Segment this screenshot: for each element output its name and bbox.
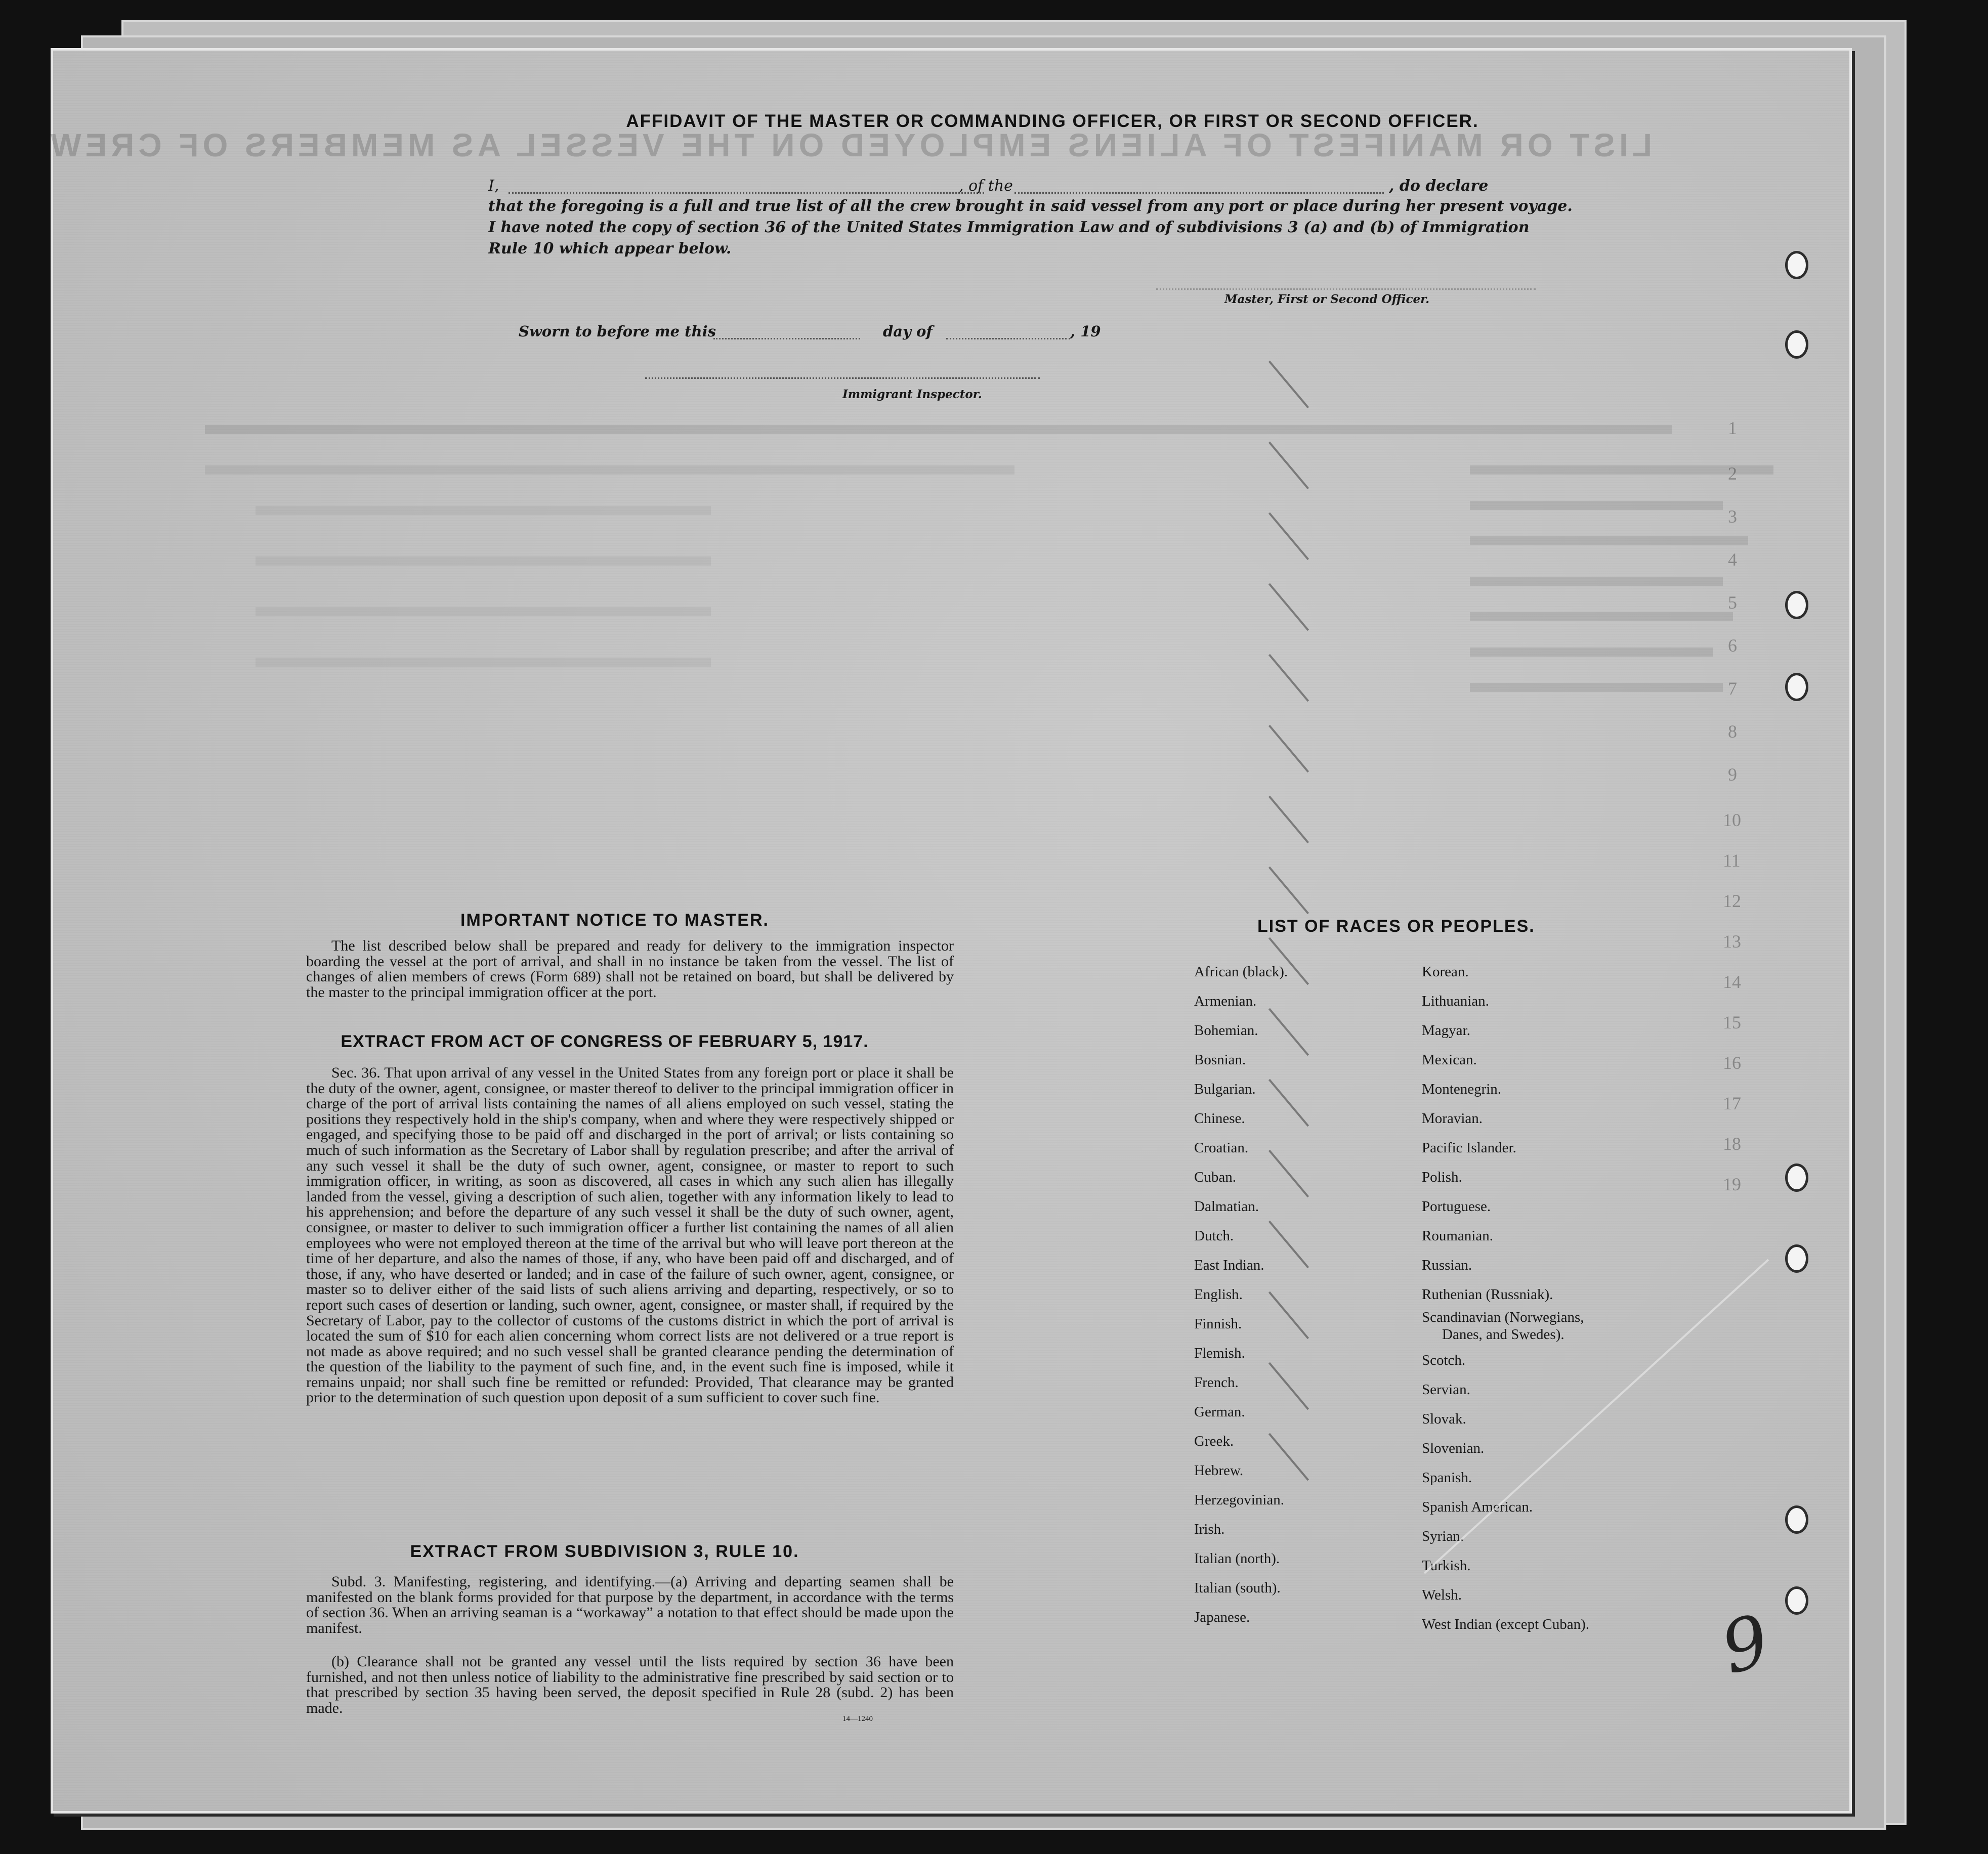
ghost-row-number: 16 [1723, 1053, 1741, 1073]
race-item: Italian (north). [1194, 1550, 1280, 1567]
notice-title: IMPORTANT NOTICE TO MASTER. [460, 911, 769, 930]
ghost-row-line [1470, 501, 1723, 510]
ghost-row-number: 6 [1728, 635, 1737, 656]
ghost-row-number: 10 [1723, 810, 1741, 830]
binder-hole [1785, 1586, 1808, 1615]
ghost-row-number: 12 [1723, 891, 1741, 911]
binder-hole [1785, 251, 1808, 279]
sworn-month-line [946, 338, 1070, 339]
race-item: Polish. [1422, 1169, 1462, 1185]
affidavit-declarant-I: I, [488, 177, 499, 195]
binder-hole [1785, 1505, 1808, 1534]
binder-hole [1785, 1163, 1808, 1192]
inspector-signature-label: Immigrant Inspector. [842, 387, 982, 401]
ghost-row-number: 9 [1728, 764, 1737, 785]
sworn-day-line [713, 338, 860, 339]
ghost-row-number: 14 [1723, 972, 1741, 992]
race-item: Montenegrin. [1422, 1081, 1502, 1097]
race-item: Flemish. [1194, 1345, 1245, 1361]
sworn-year-label: , 19 [1070, 323, 1101, 340]
binder-hole [1785, 1244, 1808, 1273]
ghost-row-number: 4 [1728, 549, 1737, 570]
race-item: East Indian. [1194, 1257, 1264, 1273]
race-item: Herzegovinian. [1194, 1492, 1284, 1508]
inspector-signature-line [645, 377, 1040, 379]
race-item: Dutch. [1194, 1228, 1234, 1244]
affidavit-title: AFFIDAVIT OF THE MASTER OR COMMANDING OFFICER, OR FIRST OR SECOND OFFICER. [626, 111, 1479, 131]
race-item: Mexican. [1422, 1052, 1477, 1068]
master-signature-line [1156, 288, 1536, 290]
ghost-row-line [1470, 577, 1723, 586]
pencil-slash-mark [1268, 583, 1309, 631]
race-item: Armenian. [1194, 993, 1257, 1009]
ghost-row-line [256, 556, 711, 566]
sworn-statement-label: Sworn to before me this [519, 323, 716, 340]
pencil-slash-mark [1268, 1291, 1309, 1339]
manifest-page [47, 48, 1852, 1814]
race-item: Korean. [1422, 964, 1469, 980]
race-item: Slovenian. [1422, 1440, 1485, 1456]
race-item: Welsh. [1422, 1587, 1462, 1603]
act-extract-title: EXTRACT FROM ACT OF CONGRESS OF FEBRUARY 5, 1917. [341, 1032, 869, 1051]
race-item: Lithuanian. [1422, 993, 1489, 1009]
pencil-slash-mark [1268, 654, 1309, 702]
form-number: 14—1240 [842, 1715, 873, 1723]
race-item: Scandinavian (Norwegians, [1422, 1309, 1584, 1325]
race-item: Danes, and Swedes). [1442, 1326, 1564, 1343]
ghost-row-line [1470, 536, 1748, 545]
race-item: Portuguese. [1422, 1198, 1491, 1215]
declarant-name-line [509, 192, 984, 194]
ghost-row-line [256, 607, 711, 616]
rule-extract-text-a: Subd. 3. Manifesting, registering, and identifying.—(a) Arriving and departing seamen shall be manifested on the blank forms provided for that purpose by the department, in accordance with the terms of section 36. When an arriving seaman is a “workaway” a notation to that effect should be made upon the manifest. [306, 1573, 954, 1636]
race-item: Italian (south). [1194, 1580, 1281, 1596]
race-item: Syrian. [1422, 1528, 1464, 1544]
race-item: English. [1194, 1286, 1243, 1303]
pencil-slash-mark [1268, 867, 1309, 914]
ghost-row-number: 17 [1723, 1093, 1741, 1113]
race-item: Irish. [1194, 1521, 1225, 1537]
ghost-row-number: 11 [1723, 850, 1741, 871]
race-item: West Indian (except Cuban). [1422, 1616, 1590, 1632]
affidavit-statement-line: that the foregoing is a full and true list of all the crew brought in said vessel from any port or place during her present voyage. [488, 197, 1573, 215]
ghost-row-number: 19 [1723, 1174, 1741, 1194]
ghost-row-number: 15 [1723, 1012, 1741, 1032]
race-item: Ruthenian (Russniak). [1422, 1286, 1553, 1303]
race-item: French. [1194, 1374, 1239, 1391]
ghost-row-number: 13 [1723, 931, 1741, 952]
race-item: Cuban. [1194, 1169, 1236, 1185]
ghost-row-number: 7 [1728, 678, 1737, 699]
master-signature-label: Master, First or Second Officer. [1224, 292, 1430, 306]
ghost-row-line [205, 465, 1014, 475]
rule-extract-text-b: (b) Clearance shall not be granted any vessel until the lists required by section 36 have been furnished, and not then unless notice of liability to the administrative fine prescribed by said section or to that prescribed by section 35 having been served, the deposit specified in Rule 28 (subd. 2) has been made. [306, 1653, 954, 1716]
affidavit-statement-line: Rule 10 which appear below. [488, 240, 732, 257]
pencil-slash-mark [1268, 1221, 1309, 1268]
race-item: Hebrew. [1194, 1462, 1244, 1479]
race-item: Dalmatian. [1194, 1198, 1259, 1215]
ghost-row-line [256, 506, 711, 515]
binder-hole [1785, 330, 1808, 359]
pencil-slash-mark [1268, 1433, 1309, 1481]
race-item: Moravian. [1422, 1110, 1483, 1127]
ghost-row-number: 2 [1728, 463, 1737, 484]
race-item: Japanese. [1194, 1609, 1250, 1625]
pencil-slash-mark [1268, 442, 1309, 489]
binder-hole [1785, 673, 1808, 701]
race-item: Roumanian. [1422, 1228, 1493, 1244]
ghost-manifest-title: LIST OR MANIFEST OF ALIENS EMPLOYED ON THE VESSEL AS MEMBERS OF CREW [47, 127, 1652, 163]
ghost-row-line [256, 658, 711, 667]
race-item: Bulgarian. [1194, 1081, 1256, 1097]
pencil-slash-mark [1268, 1150, 1309, 1197]
affidavit-statement-line: I have noted the copy of section 36 of the United States Immigration Law and of subdivisions 3 (a) and (b) of Immigration [488, 219, 1530, 236]
sworn-day-of-label: day of [883, 323, 933, 340]
ghost-row-number: 3 [1728, 506, 1737, 527]
notice-text: The list described below shall be prepared and ready for delivery to the immigration inspector boarding the vessel at the port of arrival, and shall in no instance be taken from the vessel. The list of changes of alien members of crews (Form 689) shall not be retained on board, but shall be delivered by the master to the principal immigration officer at the port. [306, 937, 954, 1001]
race-item: African (black). [1194, 964, 1288, 980]
ghost-row-line [1470, 612, 1733, 621]
race-item: Spanish American. [1422, 1499, 1533, 1515]
race-item: Servian. [1422, 1382, 1470, 1398]
act-extract-text: Sec. 36. That upon arrival of any vessel in the United States from any foreign port or place it shall be the duty of the owner, agent, consignee, or master thereof to deliver to the principal immigration officer in charge of the port of arrival lists containing the names of all aliens employed on such vessel, stating the positions they respectively hold in the ship's company, when and where they were respectively shipped or engaged, and specifying those to be paid off and discharged in the port of arrival; or lists containing so much of such information as the Secretary of Labor shall by regulation prescribe; and after the arrival of any such vessel it shall be the duty of such owner, agent, consignee, or master to report to such immigration officer, in writing, as soon as discovered, all cases in which any such alien has illegally landed from the vessel, giving a description of such alien, together with any information likely to lead to his apprehension; and before the departure of any such vessel it shall be the duty of such owner, agent, consignee, or master to deliver to such immigration officer a further list containing the names of all alien employees who were not employed thereon at the time of the arrival but who will leave port thereon at the time of her departure, and also the names of those, if any, who have been paid off and discharged, and of those, if any, who have deserted or landed; and in case of the failure of such owner, agent, consignee, or master so to deliver either of the said lists of such aliens arriving and departing, respectively, or so to report such cases of desertion or landing, such owner, agent, consignee, or master shall, if required by the Secretary of Labor, pay to the collector of customs of the customs district in which the port of arrival is located the sum of $10 for each alien concerning whom correct lists are not delivered or a true report is not made as above required; and no such vessel shall be granted clearance pending the determination of the question of the liability to the payment of such fine, and, in the event such fine is imposed, while it remains unpaid; nor shall such fine be remitted or refunded: Provided, That clearance may be granted prior to the determination of such question upon deposit of a sum sufficient to cover such fine. [306, 1064, 954, 1406]
race-item: Croatian. [1194, 1140, 1249, 1156]
pencil-slash-mark [1268, 1362, 1309, 1410]
race-item: Greek. [1194, 1433, 1234, 1449]
pencil-slash-mark [1268, 1008, 1309, 1056]
pencil-slash-mark [1268, 361, 1309, 408]
ghost-row-number: 1 [1728, 418, 1737, 438]
affidavit-do-declare: , do declare [1389, 177, 1489, 195]
ghost-row-number: 8 [1728, 721, 1737, 742]
paper-crease-line [1419, 1255, 1773, 1578]
race-item: Turkish. [1422, 1558, 1471, 1574]
rule-extract-title: EXTRACT FROM SUBDIVISION 3, RULE 10. [410, 1542, 799, 1561]
ghost-row-line [205, 425, 1672, 434]
handwritten-page-mark: 9 [1713, 1599, 1778, 1691]
race-item: Bosnian. [1194, 1052, 1246, 1068]
race-item: Scotch. [1422, 1352, 1466, 1368]
race-item: German. [1194, 1404, 1245, 1420]
pencil-slash-mark [1268, 1079, 1309, 1127]
ghost-row-number: 18 [1723, 1134, 1741, 1154]
vessel-name-line [1014, 192, 1384, 194]
pencil-slash-mark [1268, 512, 1309, 560]
affidavit-of-the: , of the [959, 177, 1013, 195]
race-item: Pacific Islander. [1422, 1140, 1516, 1156]
ghost-row-line [1470, 648, 1713, 657]
race-item: Chinese. [1194, 1110, 1245, 1127]
binder-hole [1785, 591, 1808, 619]
pencil-slash-mark [1268, 796, 1309, 843]
ghost-row-line [1470, 683, 1723, 692]
race-item: Finnish. [1194, 1316, 1242, 1332]
race-item: Spanish. [1422, 1470, 1472, 1486]
races-list-title: LIST OF RACES OR PEOPLES. [1257, 917, 1535, 936]
pencil-slash-mark [1268, 725, 1309, 772]
race-item: Bohemian. [1194, 1022, 1258, 1039]
race-item: Slovak. [1422, 1411, 1466, 1427]
race-item: Russian. [1422, 1257, 1472, 1273]
race-item: Magyar. [1422, 1022, 1470, 1039]
ghost-row-number: 5 [1728, 592, 1737, 613]
